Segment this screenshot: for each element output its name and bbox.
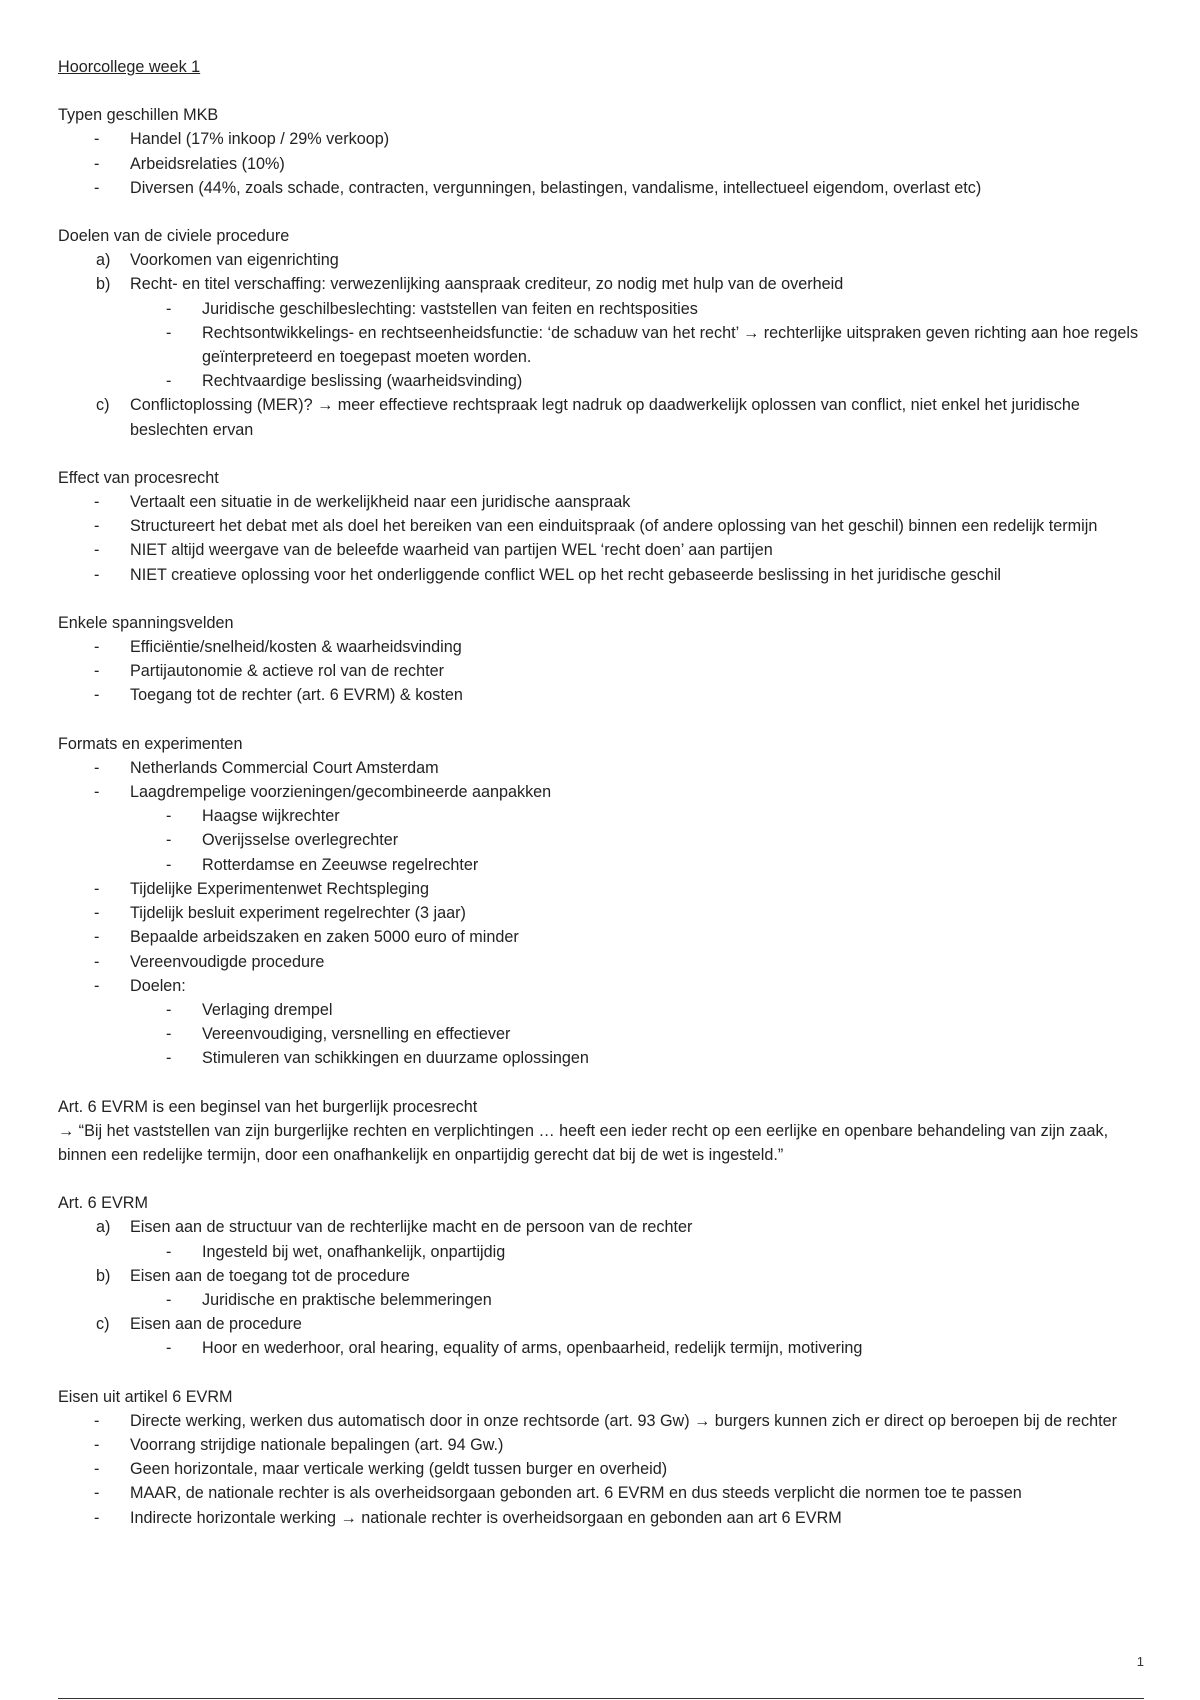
list-item <box>58 1481 1148 1505</box>
list-item <box>58 490 1148 514</box>
list-item <box>58 514 1148 538</box>
sub-list-item <box>58 828 1148 852</box>
list-item-text: Juridische geschilbeslechting: vaststellen van feiten en rechtsposities <box>202 299 698 318</box>
list-marker: - <box>94 130 100 149</box>
list-marker: - <box>94 928 100 947</box>
sub-list-item <box>58 853 1148 877</box>
list-item-text: Juridische en praktische belemmeringen <box>202 1290 492 1309</box>
list-marker: - <box>94 517 100 536</box>
sub-list-item <box>58 1336 1148 1360</box>
list-marker: a) <box>96 1218 111 1237</box>
document-title: Hoorcollege week 1 <box>58 58 201 76</box>
sub-list-item <box>58 998 1148 1022</box>
list-item <box>58 1312 1148 1336</box>
list-item <box>58 1215 1148 1239</box>
list-marker: - <box>166 372 172 391</box>
list-item-text: NIET creatieve oplossing voor het onderliggende conflict WEL op het recht gebaseerde beslissing in het juridische geschil <box>130 565 1002 584</box>
list-item-text: Voorrang strijdige nationale bepalingen (art. 94 Gw.) <box>130 1435 504 1454</box>
list-item <box>58 950 1148 974</box>
section <box>58 224 1148 442</box>
list-item <box>58 272 1148 296</box>
list-item-text: Eisen aan de procedure <box>130 1315 302 1334</box>
list-marker: - <box>94 1484 100 1503</box>
list-marker: - <box>166 1242 172 1261</box>
list-item <box>58 1506 1148 1530</box>
section-spacer <box>58 1071 1148 1095</box>
list-marker: - <box>94 565 100 584</box>
list-item-text: Partijautonomie & actieve rol van de rechter <box>130 662 445 681</box>
list-marker: b) <box>96 275 111 294</box>
section <box>58 732 1148 1071</box>
list-marker: - <box>94 976 100 995</box>
list-item-text: Doelen: <box>130 976 186 995</box>
list-item-text: Vereenvoudigde procedure <box>130 952 325 971</box>
list-item-text: Conflictoplossing (MER)? → meer effectieve rechtspraak legt nadruk op daadwerkelijk oplossen van conflict, niet enkel het juridische beslechten ervan <box>130 396 1080 439</box>
list-item <box>58 127 1148 151</box>
list-marker: - <box>166 855 172 874</box>
list-item <box>58 659 1148 683</box>
list-item-text: Eisen aan de structuur van de rechterlijke macht en de persoon van de rechter <box>130 1218 693 1237</box>
list-item <box>58 538 1148 562</box>
list-marker: - <box>94 904 100 923</box>
list-item-text: Handel (17% inkoop / 29% verkoop) <box>130 130 390 149</box>
section <box>58 1191 1148 1360</box>
list-marker: - <box>166 807 172 826</box>
list-item-text: Vereenvoudiging, versnelling en effectiever <box>202 1025 511 1044</box>
list-item <box>58 756 1148 780</box>
document-sections <box>58 79 1148 1530</box>
list-item-text: Diversen (44%, zoals schade, contracten, vergunningen, belastingen, vandalisme, intellectueel eigendom, overlast etc) <box>130 178 982 197</box>
list-marker: - <box>94 879 100 898</box>
list-item <box>58 780 1148 804</box>
section-spacer <box>58 1167 1148 1191</box>
list-item-text: Haagse wijkrechter <box>202 807 340 826</box>
list-marker: - <box>94 154 100 173</box>
section-heading: Typen geschillen MKB <box>58 106 219 125</box>
list-marker: - <box>166 299 172 318</box>
list-item-text: Hoor en wederhoor, oral hearing, equality of arms, openbaarheid, redelijk termijn, motivering <box>202 1339 863 1358</box>
list-item-text: MAAR, de nationale rechter is als overheidsorgaan gebonden art. 6 EVRM en dus steeds verplicht die normen toe te passen <box>130 1484 1022 1503</box>
list-item <box>58 393 1148 441</box>
list-marker: - <box>166 831 172 850</box>
list-item <box>58 1433 1148 1457</box>
section-heading: Doelen van de civiele procedure <box>58 227 290 246</box>
list-marker: - <box>166 1049 172 1068</box>
section-heading: Art. 6 EVRM <box>58 1194 148 1213</box>
section-spacer <box>58 79 1148 103</box>
section-heading: Enkele spanningsvelden <box>58 613 234 632</box>
section-paragraph: → “Bij het vaststellen van zijn burgerlijke rechten en verplichtingen … heeft een ieder recht op een eerlijke en openbare behandeling van zijn zaak, binnen een redelijke termijn, door een onafhankelijk en onpartijdig gerecht dat bij de wet is ingesteld.” <box>58 1121 1109 1164</box>
list-marker: c) <box>96 396 110 415</box>
list-item <box>58 1457 1148 1481</box>
list-marker: - <box>166 1339 172 1358</box>
list-item-text: Directe werking, werken dus automatisch door in onze rechtsorde (art. 93 Gw) → burgers kunnen zich er direct op beroepen bij de rechter <box>130 1411 1118 1430</box>
list-marker: - <box>166 1025 172 1044</box>
list-item <box>58 925 1148 949</box>
list-item-text: Efficiëntie/snelheid/kosten & waarheidsvinding <box>130 638 462 657</box>
list-item-text: Rechtsontwikkelings- en rechtseenheidsfunctie: ‘de schaduw van het recht’ → rechterlijke uitspraken geven richting aan hoe regels geïnterpreteerd en toegepast moeten worden. <box>202 323 1139 367</box>
list-item <box>58 974 1148 998</box>
list-marker: - <box>94 686 100 705</box>
list-marker: - <box>166 1290 172 1309</box>
list-marker: - <box>94 1411 100 1430</box>
list-item-text: Toegang tot de rechter (art. 6 EVRM) & kosten <box>130 686 463 705</box>
list-item-text: Laagdrempelige voorzieningen/gecombineerde aanpakken <box>130 783 552 802</box>
list-marker: - <box>94 493 100 512</box>
list-item-text: Tijdelijk besluit experiment regelrechter (3 jaar) <box>130 904 466 923</box>
list-marker: - <box>94 638 100 657</box>
list-item-text: Vertaalt een situatie in de werkelijkheid naar een juridische aanspraak <box>130 493 631 512</box>
list-item <box>58 1409 1148 1433</box>
sub-list-item <box>58 1046 1148 1070</box>
list-item-text: Overijsselse overlegrechter <box>202 831 399 850</box>
sub-list-item <box>58 1288 1148 1312</box>
list-item <box>58 1264 1148 1288</box>
list-marker: - <box>94 758 100 777</box>
list-item <box>58 176 1148 200</box>
sub-list-item <box>58 804 1148 828</box>
list-item-text: Stimuleren van schikkingen en duurzame oplossingen <box>202 1049 589 1068</box>
section-heading: Formats en experimenten <box>58 734 243 753</box>
list-marker: - <box>166 323 172 342</box>
document-body <box>58 55 1148 1530</box>
list-marker: - <box>94 1435 100 1454</box>
section-spacer <box>58 587 1148 611</box>
list-marker: c) <box>96 1315 110 1334</box>
footer-divider <box>58 1698 1144 1699</box>
list-marker: - <box>166 1000 172 1019</box>
list-item-text: Recht- en titel verschaffing: verwezenlijking aanspraak crediteur, zo nodig met hulp van de overheid <box>130 275 844 294</box>
sub-list-item <box>58 297 1148 321</box>
section-spacer <box>58 1361 1148 1385</box>
list-item-text: Indirecte horizontale werking → nationale rechter is overheidsorgaan en gebonden aan art 6 EVRM <box>130 1508 842 1527</box>
list-item-text: Verlaging drempel <box>202 1000 333 1019</box>
page-number: 1 <box>1136 1654 1144 1669</box>
section <box>58 1095 1148 1168</box>
list-item <box>58 635 1148 659</box>
list-item-text: Structureert het debat met als doel het bereiken van een einduitspraak (of andere oplossing van het geschil) binnen een redelijk termijn <box>130 517 1098 536</box>
list-item <box>58 683 1148 707</box>
list-item <box>58 563 1148 587</box>
list-item-text: Geen horizontale, maar verticale werking (geldt tussen burger en overheid) <box>130 1460 668 1479</box>
section <box>58 103 1148 200</box>
list-item-text: Eisen aan de toegang tot de procedure <box>130 1266 410 1285</box>
list-marker: - <box>94 1508 100 1527</box>
section-spacer <box>58 708 1148 732</box>
sub-list-item <box>58 1022 1148 1046</box>
section-spacer <box>58 200 1148 224</box>
section-spacer <box>58 442 1148 466</box>
list-item-text: Rechtvaardige beslissing (waarheidsvinding) <box>202 372 523 391</box>
sub-list-item <box>58 321 1148 369</box>
list-item-text: Tijdelijke Experimentenwet Rechtspleging <box>130 879 430 898</box>
section-heading: Eisen uit artikel 6 EVRM <box>58 1387 233 1406</box>
list-item-text: Netherlands Commercial Court Amsterdam <box>130 758 439 777</box>
list-item <box>58 877 1148 901</box>
list-marker: - <box>94 783 100 802</box>
section <box>58 1385 1148 1530</box>
section <box>58 466 1148 587</box>
list-item-text: Bepaalde arbeidszaken en zaken 5000 euro of minder <box>130 928 519 947</box>
section <box>58 611 1148 708</box>
sub-list-item <box>58 1240 1148 1264</box>
section-heading: Art. 6 EVRM is een beginsel van het burgerlijk procesrecht <box>58 1097 478 1116</box>
list-item-text: Arbeidsrelaties (10%) <box>130 154 285 173</box>
section-heading: Effect van procesrecht <box>58 468 219 487</box>
list-marker: - <box>94 1460 100 1479</box>
list-marker: - <box>94 178 100 197</box>
list-item-text: Ingesteld bij wet, onafhankelijk, onpartijdig <box>202 1242 506 1261</box>
list-marker: - <box>94 952 100 971</box>
list-marker: a) <box>96 251 111 270</box>
list-item-text: Rotterdamse en Zeeuwse regelrechter <box>202 855 479 874</box>
list-marker: - <box>94 662 100 681</box>
list-item-text: Voorkomen van eigenrichting <box>130 251 339 270</box>
list-item <box>58 152 1148 176</box>
list-marker: - <box>94 541 100 560</box>
list-item <box>58 248 1148 272</box>
sub-list-item <box>58 369 1148 393</box>
list-item <box>58 901 1148 925</box>
list-marker: b) <box>96 1266 111 1285</box>
list-item-text: NIET altijd weergave van de beleefde waarheid van partijen WEL ‘recht doen’ aan partijen <box>130 541 773 560</box>
